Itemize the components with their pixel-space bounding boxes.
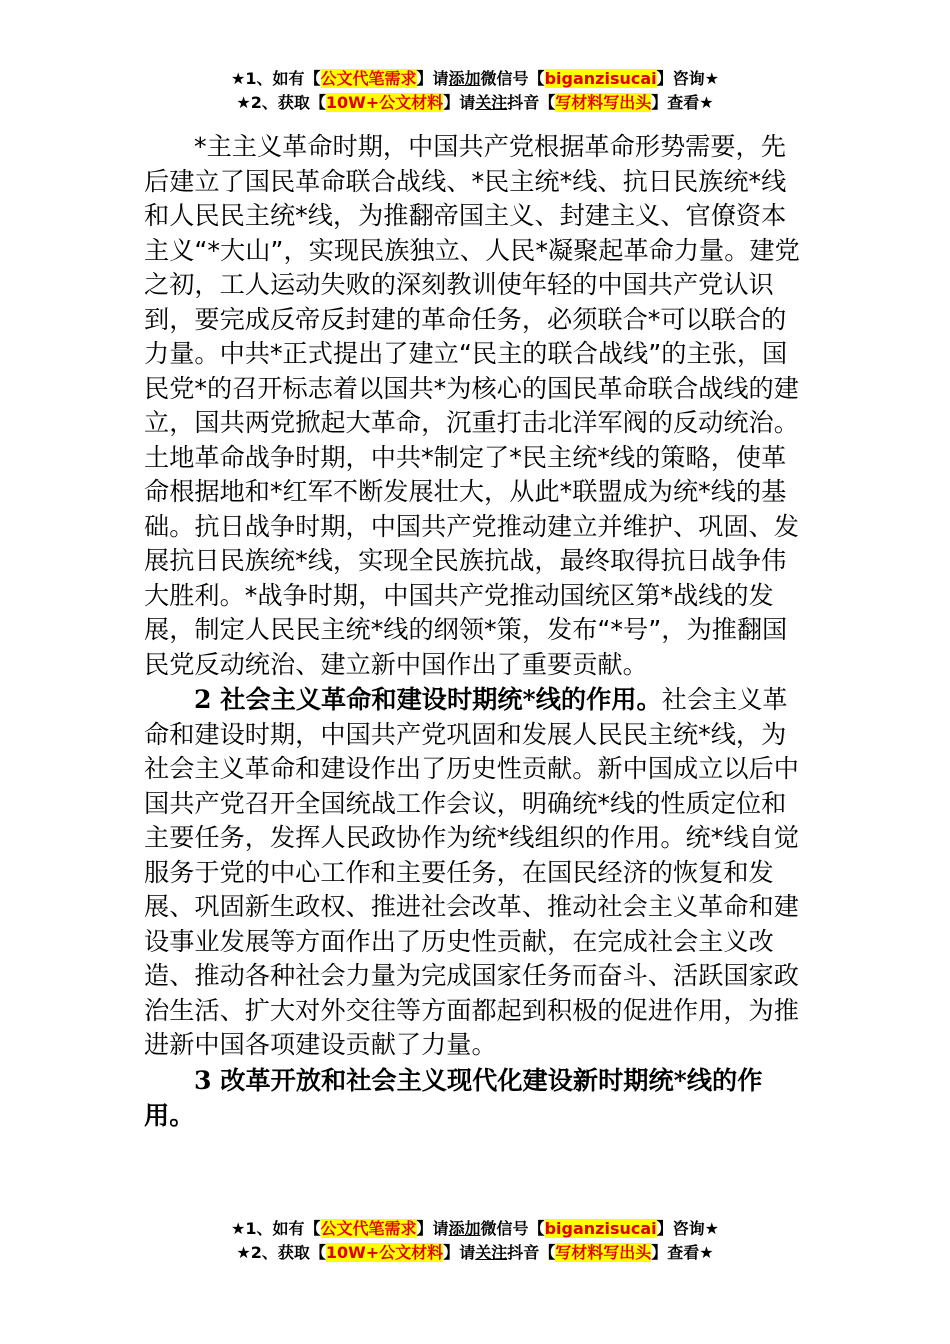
footer-banner [0, 1217, 950, 1265]
banner-douyin-id: 写材料写出头 [555, 1243, 652, 1262]
header-banner [0, 67, 950, 115]
banner-line-1: ★1、如有【公文代笔需求】请添加微信号【biganzisucai】咨询★ [231, 69, 719, 88]
paragraph-2 [144, 682, 809, 1063]
paragraph-2-text: 社会主义革命和建设时期，中国共产党巩固和发展人民民主统*线，为社会主义革命和建设作出了历史性贡献。新中国成立以后中国共产党召开全国统战工作会议，明确统*线的性质定位和主要任务，发挥人民政协作为统*线组织的作用。统*线自觉服务于党的中心工作和主要任务，在国民经济的恢复和发展、巩固新生政权、推进社会改革、推动社会主义革命和建设事业发展等方面作出了历史性贡献，在完成社会主义改造、推动各种社会力量为完成国家任务而奋斗、活跃国家政治生活、扩大对外交往等方面都起到积极的促进作用，为推进新中国各项建设贡献了力量。 [144, 685, 799, 1059]
paragraph-3 [144, 1063, 809, 1134]
section-heading-2: 2 社会主义革命和建设时期统*线的作用。 [194, 684, 662, 714]
banner-highlight: 公文代笔需求 [320, 1219, 417, 1238]
banner-wechat-id: biganzisucai [544, 1219, 657, 1238]
banner-line-2: ★2、获取【10W+公文材料】请关注抖音【写材料写出头】查看★ [236, 93, 714, 112]
banner-highlight: 公文代笔需求 [320, 69, 417, 88]
banner-line-2: ★2、获取【10W+公文材料】请关注抖音【写材料写出头】查看★ [236, 1243, 714, 1262]
document-body [144, 130, 809, 1134]
banner-line-1: ★1、如有【公文代笔需求】请添加微信号【biganzisucai】咨询★ [231, 1219, 719, 1238]
banner-highlight: 10W+公文材料 [325, 93, 444, 112]
section-heading-3: 3 改革开放和社会主义现代化建设新时期统*线的作用。 [144, 1064, 763, 1130]
banner-highlight: 10W+公文材料 [325, 1243, 444, 1262]
banner-douyin-id: 写材料写出头 [555, 93, 652, 112]
paragraph-1: *主主义革命时期，中国共产党根据革命形势需要，先后建立了国民革命联合战线、*民主统*线、抗日民族统*线和人民民主统*线，为推翻帝国主义、封建主义、官僚资本主义“*大山”，实现民族独立、人民*凝聚起革命力量。建党之初，工人运动失败的深刻教训使年轻的中国共产党认识到，要完成反帝反封建的革命任务，必须联合*可以联合的力量。中共*正式提出了建立“民主的联合战线”的主张，国民党*的召开标志着以国共*为核心的国民革命联合战线的建立，国共两党掀起大革命，沉重打击北洋军阀的反动统治。土地革命战争时期，中共*制定了*民主统*线的策略，使革命根据地和*红军不断发展壮大，从此*联盟成为统*线的基础。抗日战争时期，中国共产党推动建立并维护、巩固、发展抗日民族统*线，实现全民族抗战，最终取得抗日战争伟大胜利。*战争时期，中国共产党推动国统区第*战线的发展，制定人民民主统*线的纲领*策，发布“*号”，为推翻国民党反动统治、建立新中国作出了重要贡献。 [144, 132, 800, 679]
banner-wechat-id: biganzisucai [544, 69, 657, 88]
